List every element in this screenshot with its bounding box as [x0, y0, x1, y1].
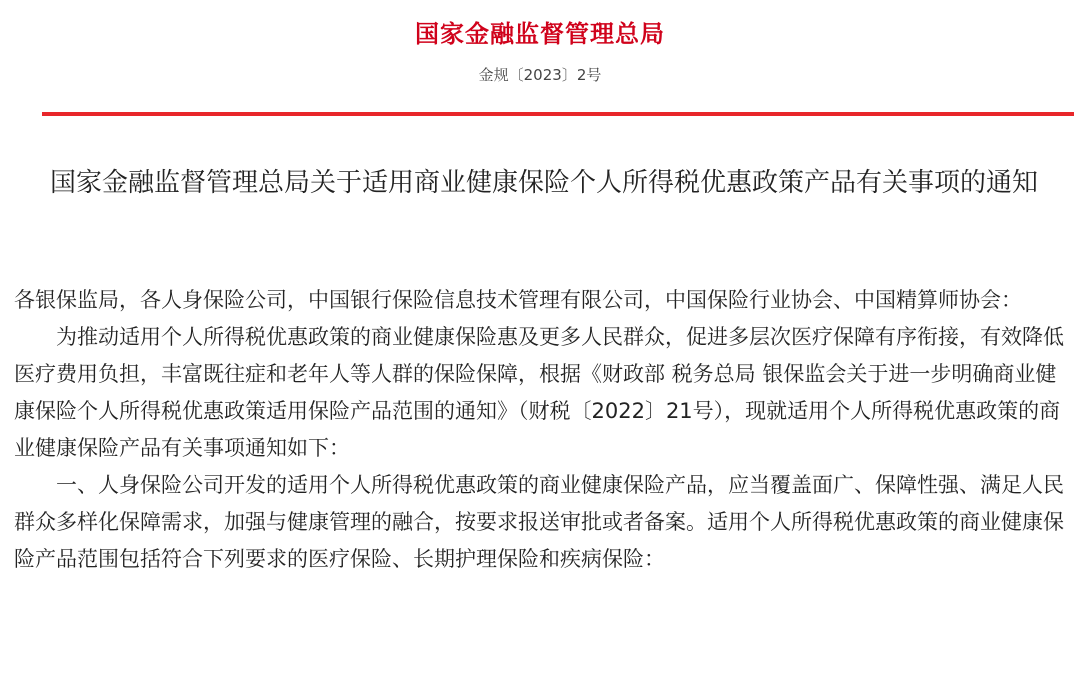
- notice-title: 国家金融监督管理总局关于适用商业健康保险个人所得税优惠政策产品有关事项的通知: [49, 168, 1038, 198]
- notice-body: [14, 282, 1070, 578]
- article-one-paragraph: 一、人身保险公司开发的适用个人所得税优惠政策的商业健康保险产品，应当覆盖面广、保障性强、满足人民群众多样化保障需求，加强与健康管理的融合，按要求报送审批或者备案。适用个人所得税优惠政策的商业健康保险产品范围包括符合下列要求的医疗保险、长期护理保险和疾病保险：: [14, 473, 1064, 571]
- intro-paragraph: 为推动适用个人所得税优惠政策的商业健康保险惠及更多人民群众，促进多层次医疗保障有序衔接，有效降低医疗费用负担，丰富既往症和老年人等人群的保险保障，根据《财政部 税务总局 银保监会关于进一步明确商业健康保险个人所得税优惠政策适用保险产品范围的通知》（财税〔2022〕21号），现就适用个人所得税优惠政策的商业健康保险产品有关事项通知如下：: [14, 325, 1064, 460]
- issuer-name: 国家金融监督管理总局: [415, 20, 665, 48]
- addressees-paragraph: 各银保监局，各人身保险公司，中国银行保险信息技术管理有限公司，中国保险行业协会、中国精算师协会：: [14, 288, 1022, 312]
- red-divider-line: [42, 112, 1074, 116]
- document-number: 金规〔2023〕2号: [478, 66, 602, 84]
